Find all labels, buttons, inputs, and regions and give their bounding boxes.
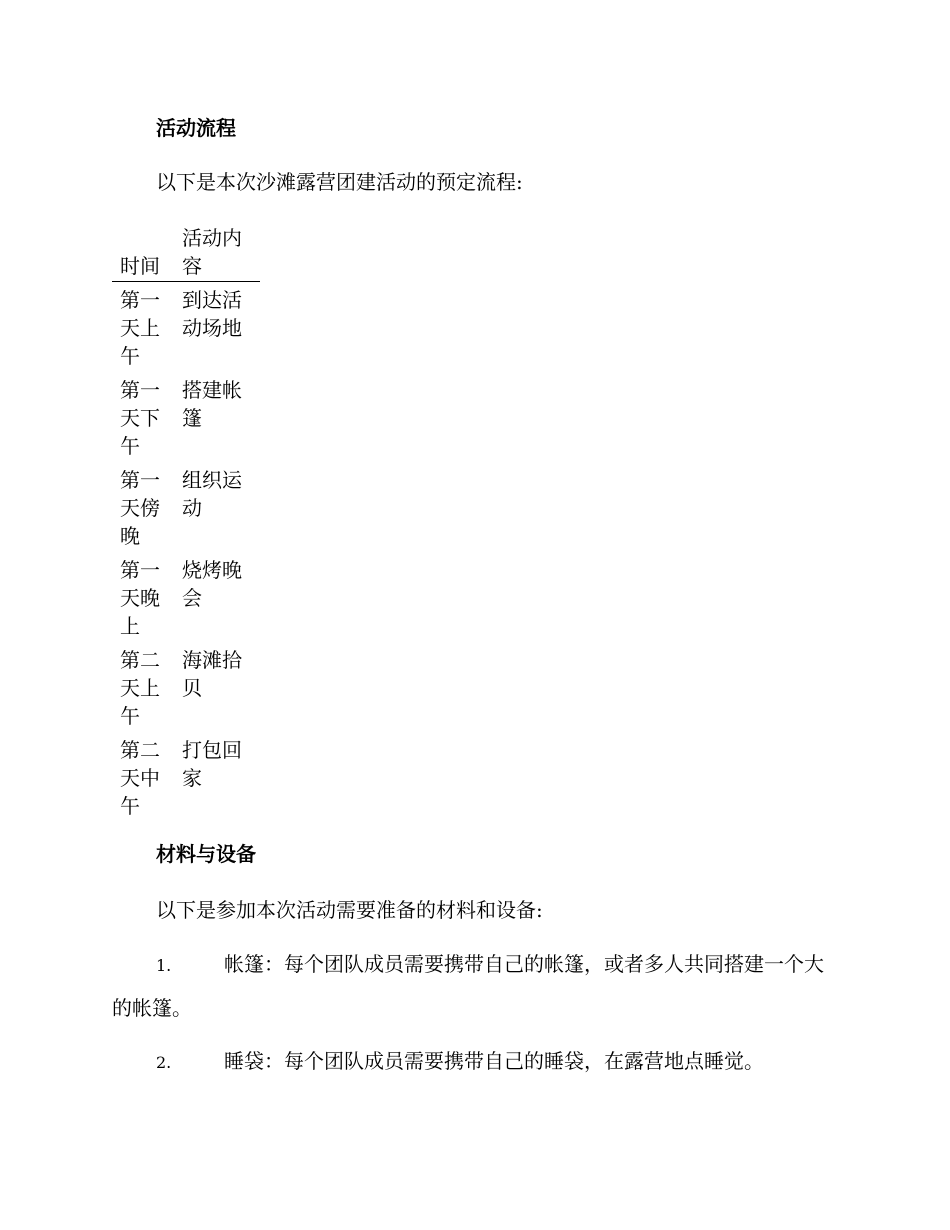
table-header-row (112, 224, 260, 282)
table-row (112, 552, 260, 642)
table-row (112, 372, 260, 462)
list-item-number: 1. (156, 956, 172, 975)
table-cell-time: 第一天晚上 (120, 558, 160, 638)
list-item-text: 睡袋：每个团队成员需要携带自己的睡袋，在露营地点睡觉。 (224, 1049, 764, 1073)
list-item (112, 1040, 842, 1084)
table-row (112, 282, 260, 373)
table-cell-activity: 烧烤晚会 (182, 558, 242, 610)
materials-heading: 材料与设备 (156, 842, 256, 866)
list-item-number: 2. (156, 1053, 172, 1072)
materials-intro: 以下是参加本次活动需要准备的材料和设备: (156, 898, 543, 922)
schedule-table (112, 224, 260, 822)
table-cell-activity: 搭建帐篷 (182, 378, 242, 430)
table-header-time: 时间 (112, 224, 174, 282)
table-row (112, 462, 260, 552)
table-cell-time: 第二天上午 (120, 648, 160, 728)
schedule-heading: 活动流程 (156, 116, 236, 140)
table-row (112, 642, 260, 732)
list-item (112, 943, 842, 1029)
table-cell-activity: 海滩拾贝 (182, 648, 242, 700)
table-cell-activity: 打包回家 (182, 738, 242, 790)
table-cell-time: 第一天傍晚 (120, 468, 160, 548)
table-cell-time: 第一天上午 (120, 288, 160, 368)
table-row (112, 732, 260, 822)
table-cell-time: 第一天下午 (120, 378, 160, 458)
schedule-intro: 以下是本次沙滩露营团建活动的预定流程: (156, 170, 523, 194)
table-cell-activity: 到达活动场地 (182, 288, 242, 340)
table-cell-activity: 组织运动 (182, 468, 242, 520)
table-header-activity: 活动内容 (174, 224, 260, 282)
table-cell-time: 第二天中午 (120, 738, 160, 818)
list-item-text: 帐篷：每个团队成员需要携带自己的帐篷，或者多人共同搭建一个大的帐篷。 (112, 952, 824, 1020)
